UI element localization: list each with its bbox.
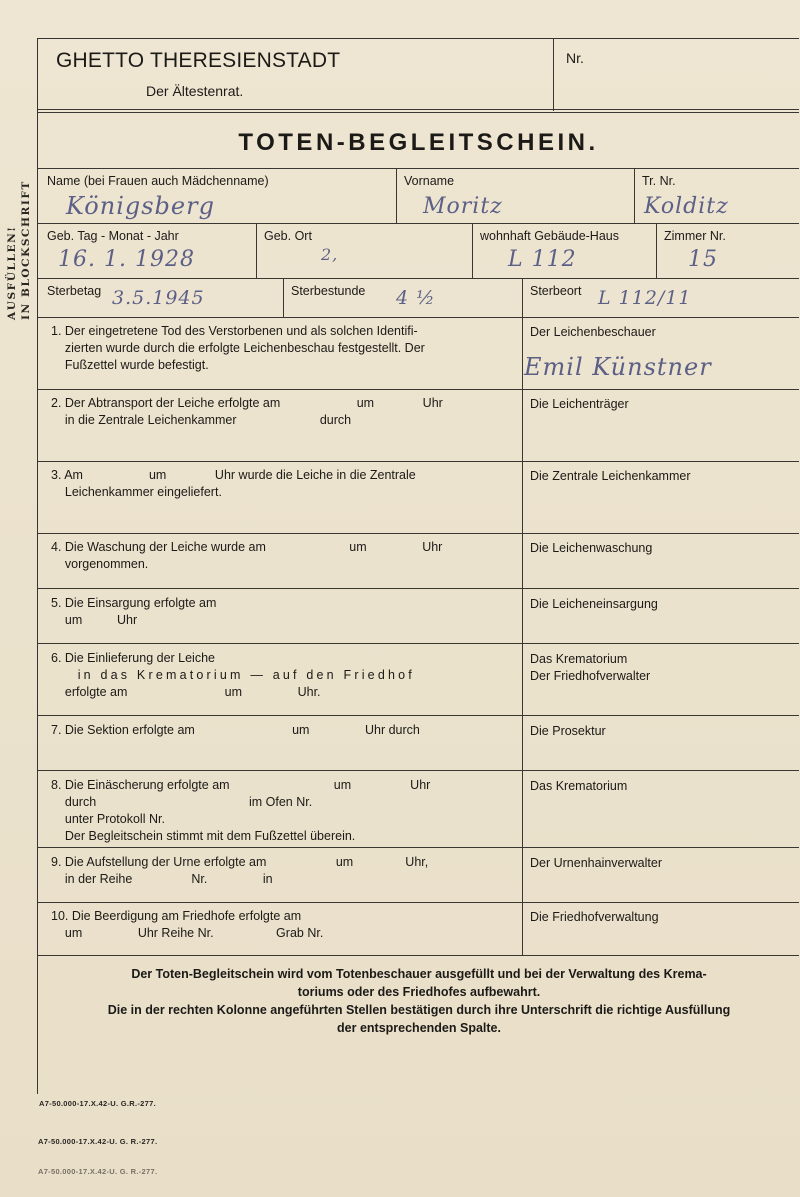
sterbestunde-label: Sterbestunde <box>291 284 366 298</box>
tr-nr-label: Tr. Nr. <box>642 174 676 188</box>
section-8-right-label: Das Krematorium <box>530 779 628 793</box>
section-2-right-label: Die Leichenträger <box>530 397 629 411</box>
wohnhaft-value: L 112 <box>508 247 577 272</box>
print-code-3: A7-50.000-17.X.42-U. G. R.-277. <box>38 1167 158 1176</box>
ghetto-title: GHETTO THERESIENSTADT <box>56 49 341 72</box>
footer-note: Der Toten-Begleitschein wird vom Totenbeschauer ausgefüllt und bei der Verwaltung des Krema- toriums oder des Friedhofes aufbewahrt. Die in der rechten Kolonne angeführten Stellen bestätigen durch ihre Unterschrift die richtige Ausfüllung der entsprechenden Spalte. <box>107 967 731 1035</box>
section-5-right-label: Die Leicheneinsargung <box>530 597 658 611</box>
section-1-right-label: Der Leichenbeschauer <box>530 325 656 339</box>
vorname-value: Moritz <box>423 194 503 219</box>
name-label: Name (bei Frauen auch Mädchenname) <box>47 174 269 188</box>
sterbeort-value: L 112/11 <box>598 287 692 309</box>
sterbeort-label: Sterbeort <box>530 284 582 298</box>
section-6-right-label: Das Krematorium <box>530 652 628 666</box>
sterbetag-label: Sterbetag <box>47 284 102 298</box>
section-3: 3. Am um Uhr wurde die Leiche in die Zentrale Leichenkammer eingeliefert. <box>51 468 416 499</box>
section-10-right-label: Die Friedhofverwaltung <box>530 910 659 924</box>
section-1: 1. Der eingetretene Tod des Verstorbenen und als solchen Identifi- zierten wurde durch die erfolgte Leichenbeschau festgestellt. Der Fußzettel wurde befestigt. <box>51 324 425 372</box>
section-10: 10. Die Beerdigung am Friedhofe erfolgte am um Uhr Reihe Nr. Grab Nr. <box>51 909 324 940</box>
tr-nr-value: Kolditz <box>644 194 729 219</box>
geb-tag-label: Geb. Tag - Monat - Jahr <box>47 229 179 243</box>
section-3-right-label: Die Zentrale Leichenkammer <box>530 469 691 483</box>
council-subtitle: Der Ältestenrat. <box>146 83 244 99</box>
section-7-right-label: Die Prosektur <box>530 724 606 738</box>
side-instruction-line1: IN BLOCKSCHRIFT <box>20 180 32 320</box>
print-code-1: A7-50.000-17.X.42-U. G.R.-277. <box>39 1099 156 1108</box>
geb-tag-value: 16. 1. 1928 <box>58 247 195 272</box>
section-7: 7. Die Sektion erfolgte am um Uhr durch <box>51 723 420 737</box>
sterbetag-value: 3.5.1945 <box>112 287 205 309</box>
header-bottom-line <box>38 109 799 110</box>
section-2: 2. Der Abtransport der Leiche erfolgte am um Uhr in die Zentrale Leichenkammer durch <box>51 396 443 427</box>
print-code-2: A7-50.000-17.X.42-U. G. R.-277. <box>38 1137 158 1146</box>
sterbestunde-value: 4 ½ <box>396 287 436 309</box>
column-divider <box>522 317 523 955</box>
section-4-right-label: Die Leichenwaschung <box>530 541 653 555</box>
section-9-right-label: Der Urnenhainverwalter <box>530 856 663 870</box>
section-6-right-label-2: Der Friedhofverwalter <box>530 669 651 683</box>
section-4: 4. Die Waschung der Leiche wurde am um Uhr vorgenommen. <box>51 540 443 571</box>
wohnhaft-label: wohnhaft Gebäude-Haus <box>480 229 619 243</box>
side-instruction <box>3 160 35 320</box>
form-frame <box>37 38 799 1035</box>
section-8: 8. Die Einäscherung erfolgte am um Uhr durch im Ofen Nr. unter Protokoll Nr. Der Begleitschein stimmt mit dem Fußzettel überein. <box>51 778 431 843</box>
title-bottom-line <box>38 168 799 169</box>
zimmer-label: Zimmer Nr. <box>664 229 726 243</box>
inspector-signature: Emil Künstner <box>524 353 712 381</box>
section-9: 9. Die Aufstellung der Urne erfolgte am um Uhr, in der Reihe Nr. in <box>51 855 429 886</box>
zimmer-value: 15 <box>688 247 718 272</box>
nr-label: Nr. <box>566 50 584 66</box>
geb-ort-value: 2, <box>321 245 339 264</box>
section-5: 5. Die Einsargung erfolgte am um Uhr <box>51 596 217 627</box>
side-instruction-line2: AUSFÜLLEN! <box>6 225 18 320</box>
section-6: 6. Die Einlieferung der Leiche in das Krematorium — auf den Friedhof erfolgte am um Uhr. <box>51 651 415 699</box>
header-divider <box>553 39 554 111</box>
vorname-label: Vorname <box>404 174 455 188</box>
form-title: TOTEN-BEGLEITSCHEIN. <box>238 129 599 156</box>
geb-ort-label: Geb. Ort <box>264 229 312 243</box>
name-value: Königsberg <box>66 192 215 220</box>
